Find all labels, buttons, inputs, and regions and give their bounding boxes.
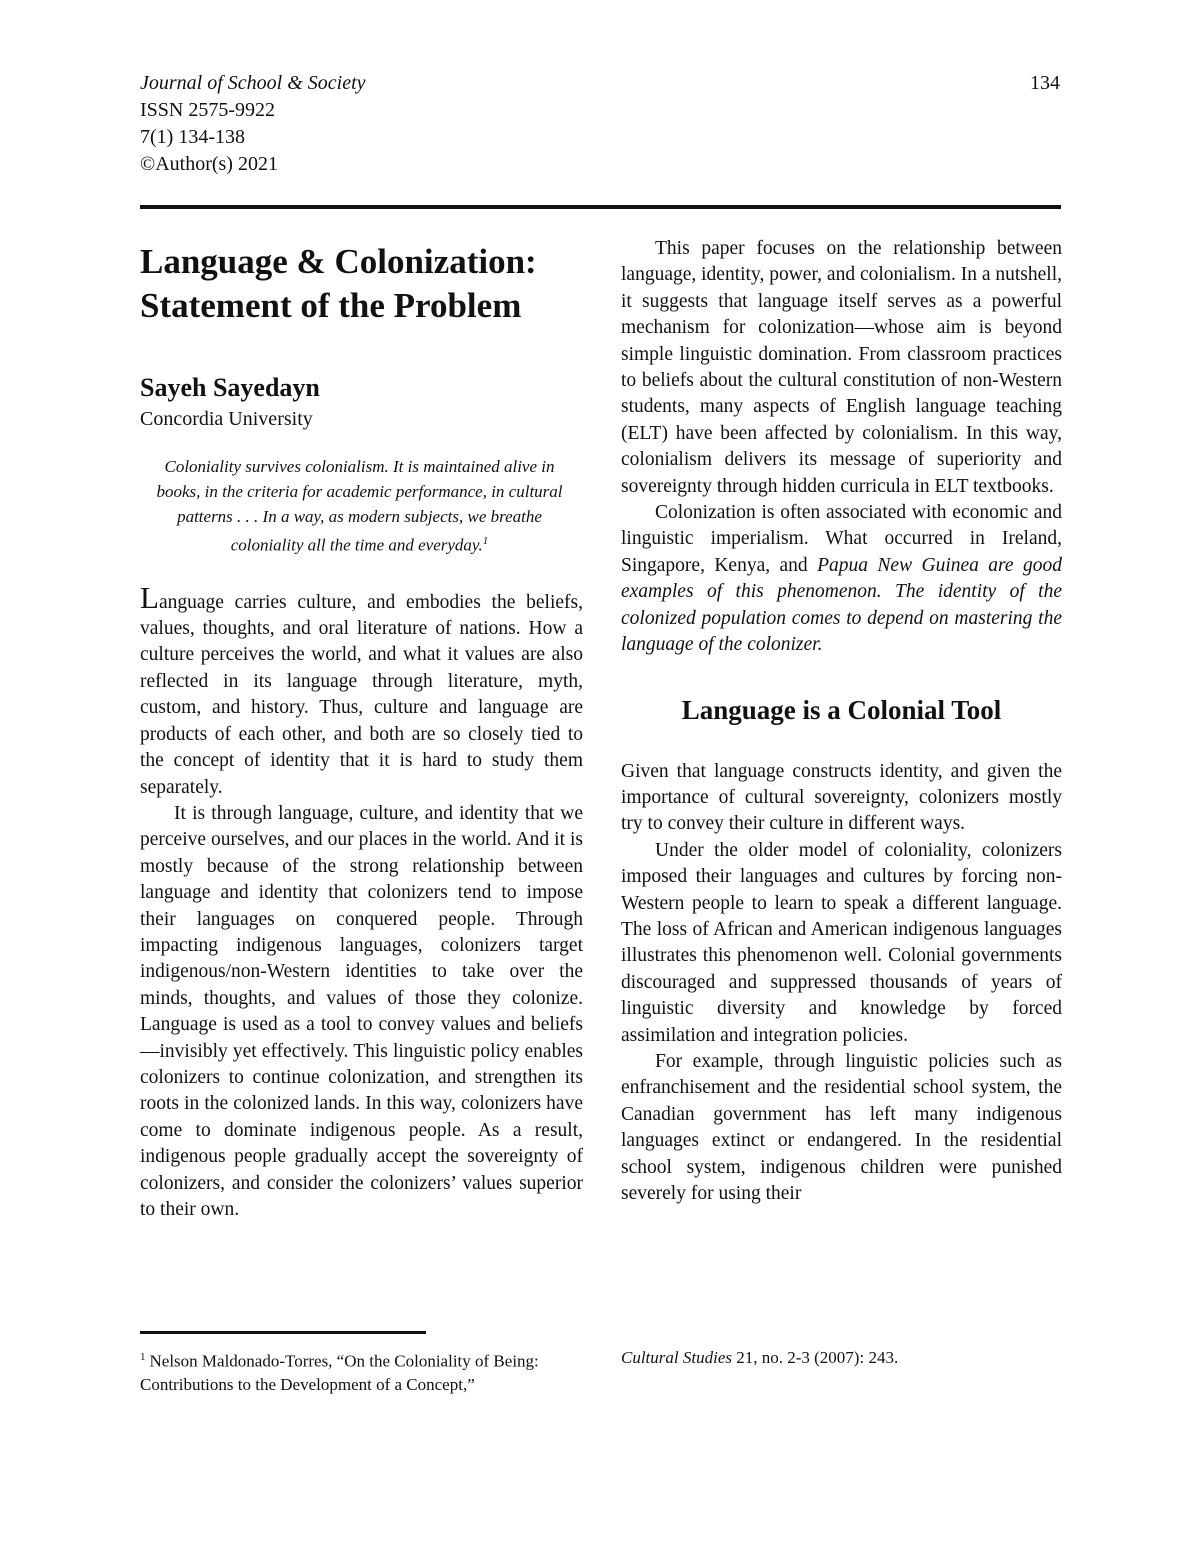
title-line-2: Statement of the Problem xyxy=(140,286,522,325)
body-paragraph-4 xyxy=(621,500,1062,658)
journal-name: Journal of School & Society xyxy=(140,72,366,94)
footnote-journal-title: Cultural Studies xyxy=(621,1348,732,1367)
body-paragraph-4-italic: Papua New Guinea are good examples of this phenomenon. The identity of the colonized population comes to depend on mastering the language of the colonizer. xyxy=(621,554,1062,656)
footnote-1-continued xyxy=(621,1346,1062,1369)
footnote-text: Nelson Maldonado-Torres, “On the Coloniality of Being: Contributions to the Development of a Concept,” xyxy=(140,1351,539,1394)
footnote-rule xyxy=(140,1331,426,1334)
title-line-1: Language & Colonization: xyxy=(140,242,537,281)
right-column xyxy=(621,236,1062,1207)
author-name: Sayeh Sayedayn xyxy=(140,373,320,402)
body-paragraph-5: Given that language constructs identity, and given the importance of cultural sovereignty, colonizers mostly try to convey their culture in different ways. xyxy=(621,760,1062,835)
header-rule xyxy=(140,205,1061,209)
drop-cap: L xyxy=(140,579,159,615)
footnote-number: 1 xyxy=(140,1351,146,1363)
article-title xyxy=(140,240,583,328)
body-paragraph-3: This paper focuses on the relationship between language, identity, power, and colonialism. In a nutshell, it suggests that language itself serves as a powerful mechanism for colonization—whose aim is beyond simple linguistic domination. From classroom practices to beliefs about the cultural constitution of non-Western students, many aspects of English language teaching (ELT) have been affected by colonialism. In this way, colonialism delivers its message of superiority and sovereignty through hidden curricula in ELT textbooks. xyxy=(621,238,1062,497)
issn: ISSN 2575-9922 xyxy=(140,99,276,121)
author-affiliation: Concordia University xyxy=(140,408,313,430)
epigraph-footnote-ref: 1 xyxy=(482,535,489,547)
volume-pages: 7(1) 134-138 xyxy=(140,126,245,148)
footnote-citation-rest: 21, no. 2-3 (2007): 243. xyxy=(731,1348,899,1367)
body-paragraph-7: For example, through linguistic policies such as enfranchisement and the residential school system, the Canadian government has left many indigenous languages extinct or endangered. In the residential school system, indigenous children were punished severely for using their xyxy=(621,1050,1062,1204)
body-paragraph-6: Under the older model of coloniality, colonizers imposed their languages and cultures by forcing non-Western people to learn to speak a different language. The loss of African and American indigenous languages illustrates this phenomenon well. Colonial governments discouraged and suppressed thousands of years of linguistic diversity and knowledge by forced assimilation and integration policies. xyxy=(621,839,1062,1046)
body-paragraph-4-text: Colonization is often associated with economic and linguistic imperialism. What occurred in Ireland, Singapore, Kenya, and xyxy=(621,502,1062,576)
left-column xyxy=(140,236,583,1223)
footnote-1 xyxy=(140,1346,560,1396)
body-paragraph-2: It is through language, culture, and identity that we perceive ourselves, and our places in the world. And it is mostly because of the strong relationship between language and identity that colonizers tend to impose their languages on conquered people. Through impacting indigenous languages, colonizers target indigenous/non-Western identities to take over the minds, thoughts, and values of those they colonize. Language is used as a tool to convey values and beliefs—invisibly yet effectively. This linguistic policy enables colonizers to continue colonization, and strengthen its roots in the colonized lands. In this way, colonizers have come to dominate indigenous people. As a result, indigenous people gradually accept the sovereignty of colonizers, and consider the colonizers’ values superior to their own. xyxy=(140,802,583,1220)
body-paragraph-1 xyxy=(140,579,583,801)
section-heading: Language is a Colonial Tool xyxy=(681,694,1002,725)
epigraph-text: Coloniality survives colonialism. It is maintained alive in books, in the criteria for academic performance, in cultural patterns . . . In a way, as modern subjects, we breathe coloniality all the time and everyday. xyxy=(156,457,563,555)
copyright: ©Author(s) 2021 xyxy=(140,153,278,175)
page-number: 134 xyxy=(1030,72,1060,94)
epigraph xyxy=(154,454,565,558)
body-paragraph-1-text: anguage carries culture, and embodies the beliefs, values, thoughts, and oral literature of nations. How a culture perceives the world, and what it values are also reflected in its language through literature, myth, custom, and history. Thus, culture and language are products of each other, and both are so closely tied to the concept of identity that it is hard to study them separately. xyxy=(140,591,583,798)
journal-header xyxy=(140,70,640,178)
